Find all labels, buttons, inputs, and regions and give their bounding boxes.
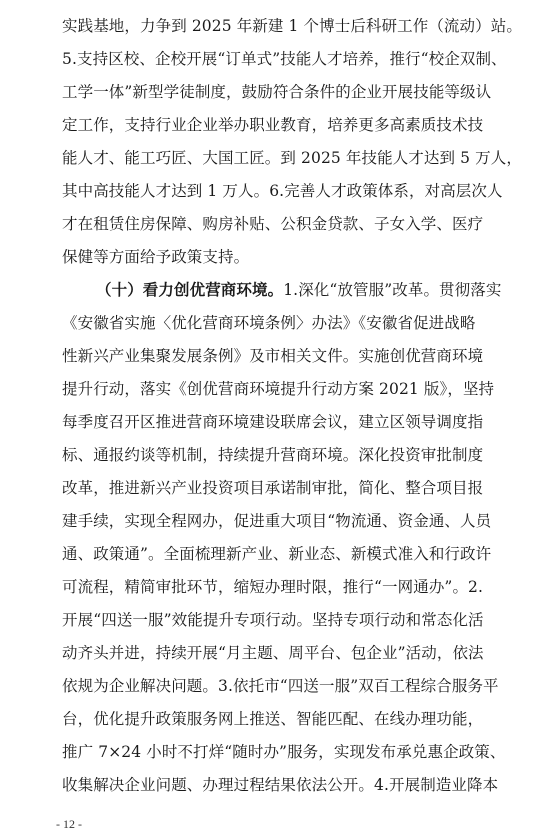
text-line: 每季度召开区推进营商环境建设联席会议，建立区领导调度指 [62,413,484,431]
text-line: 保健等方面给予政策支持。 [62,248,250,266]
text-line: 可流程，精简审批环节，缩短办理时限，推行“一网通办”。2. [62,578,484,596]
text-line: 改革，推进新兴产业投资项目承诺制审批，简化、整合项目报 [62,479,484,497]
page-number: - 12 - [56,817,82,831]
text-line: 其中高技能人才达到 1 万人。6.完善人才政策体系，对高层次人 [62,182,503,200]
text-line: 提升行动，落实《创优营商环境提升行动方案 2021 版》，坚持 [62,380,495,398]
text-line: 实践基地，力争到 2025 年新建 1 个博士后科研工作（流动）站。 [62,17,522,35]
section-heading: （十）看力创优营商环境。 [96,281,284,299]
text-line: 开展“四送一服”效能提升专项行动。坚持专项行动和常态化活 [62,611,484,629]
text-line: 依规为企业解决问题。3.依托市“四送一服”双百工程综合服务平 [62,677,499,695]
text-line: 才在租赁住房保障、购房补贴、公积金贷款、子女入学、医疗 [62,215,484,233]
text-line: 标、通报约谈等机制，持续提升营商环境。深化投资审批制度 [62,446,484,464]
text-line: 建手续，实现全程网办，促进重大项目“物流通、资金通、人员 [62,512,492,530]
text-line: 5.支持区校、企校开展“订单式”技能人才培养，推行“校企双制、 [62,50,507,68]
text-line: 工学一体”新型学徒制度，鼓励符合条件的企业开展技能等级认 [62,83,492,101]
document-body [62,10,536,802]
text-line: 1.深化“放管服”改革。贯彻落实 [283,281,502,299]
text-line: 推广 7×24 小时不打烊“随时办”服务，实现发布承兑惠企政策、 [62,743,506,761]
text-line: 能人才、能工巧匠、大国工匠。到 2025 年技能人才达到 5 万人， [62,149,522,167]
text-line: 定工作，支持行业企业举办职业教育，培养更多高素质技术技 [62,116,484,134]
text-line: 通、政策通”。全面梳理新产业、新业态、新模式准入和行政许 [62,545,492,563]
text-line: 收集解决企业问题、办理过程结果依法公开。4.开展制造业降本 [62,776,499,794]
section-heading-line [96,274,536,307]
text-line: 性新兴产业集聚发展条例》及市相关文件。实施创优营商环境 [62,347,484,365]
text-line: 动齐头并进，持续开展“月主题、周平台、包企业”活动，依法 [62,644,484,662]
text-line: 台，优化提升政策服务网上推送、智能匹配、在线办理功能， [62,710,484,728]
text-line: 《安徽省实施〈优化营商环境条例〉办法》《安徽省促进战略 [62,314,476,332]
